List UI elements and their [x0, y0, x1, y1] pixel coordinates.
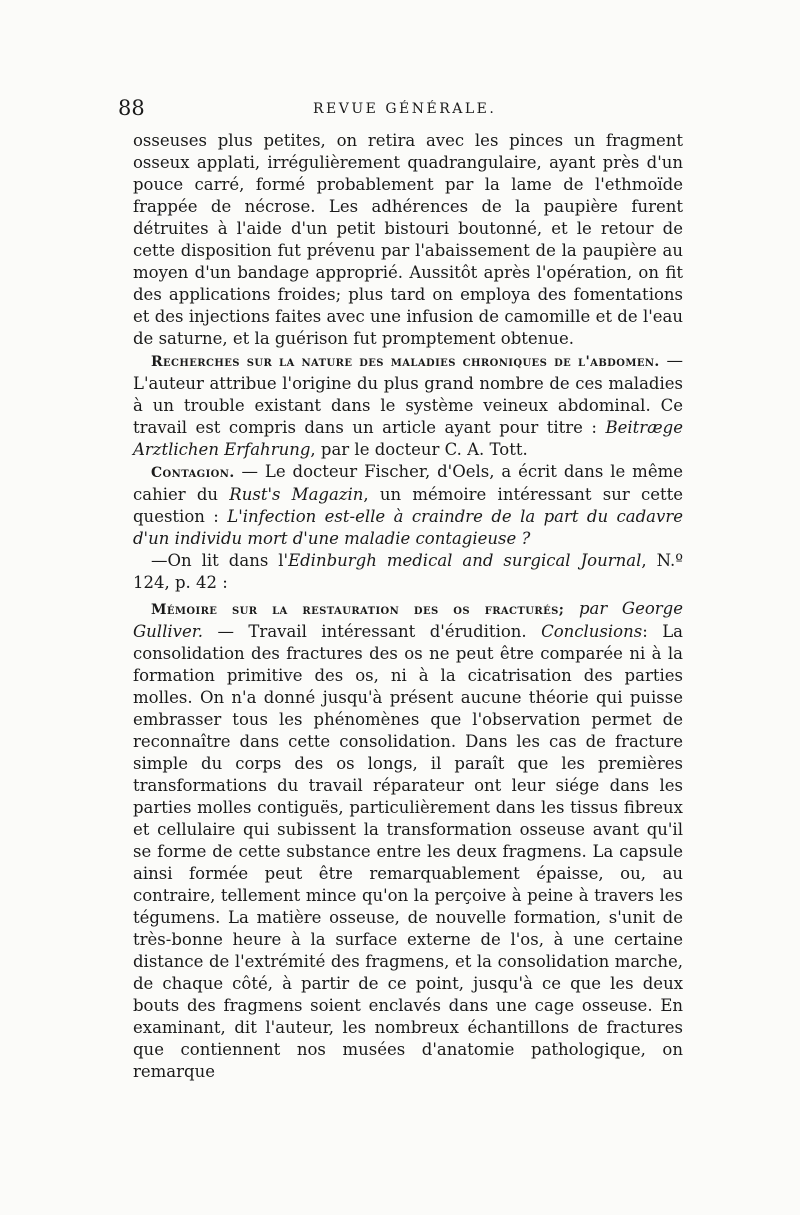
paragraph-operation-account: osseuses plus petites, on retira avec les pinces un fragment osseux applati, irrégulièrement quadrangulaire, ayant près d'un pouce carré, formé probablement par la lame de l'ethmoïde frappée de nécrose. Les adhérences de la paupière furent détruites à l'aide d'un petit bistouri boutonné, et le retour de cette disposition fut prévenu par l'abaissement de la paupière au moyen d'un bandage approprié. Aussitôt après l'opération, on fit des applications froides; plus tard on employa des fomentations et des injections faites avec une infusion de camomille et de l'eau de saturne, et la guérison fut promptement obtenue. [133, 131, 683, 348]
edinburgh-text-a: —On lit dans l' [151, 551, 289, 570]
author-byline-gulliver: par George Gulliver. [133, 599, 683, 641]
section-heading-fractures: Mémoire sur la restauration des os fracturés; [151, 602, 565, 618]
conclusions-label: Conclusions [541, 622, 643, 641]
paragraph-contagion [133, 461, 683, 550]
paragraph-edinburgh-journal [133, 550, 683, 594]
fracture-text-a: — Travail intéressant d'érudition. [203, 622, 542, 641]
body-text [133, 130, 683, 1083]
work-title-beitraege: Beitræge Arztlichen Erfahrung [133, 418, 683, 459]
paragraph-fracture-memoir [133, 598, 683, 1083]
page-number: 88 [118, 96, 145, 120]
running-head: REVUE GÉNÉRALE. [313, 101, 497, 117]
contagion-question: L'infection est-elle à craindre de la part du cadavre d'un individu mort d'une maladie contagieuse ? [133, 507, 683, 548]
journal-edinburgh: Edinburgh medical and surgical Journal [288, 551, 642, 570]
contagion-text-b: , un mémoire intéressant sur cette question : [133, 485, 683, 526]
journal-rust-magazin: Rust's Magazin [229, 485, 364, 504]
fracture-text-b: : La consolidation des fractures des os ne peut être comparée ni à la formation primitive des os, ni à la cicatrisation des parties molles. On n'a donné jusqu'à présent aucune théorie qui puisse embrasser tous les phénomènes que l'observation permet de reconnaître dans cette consolidation. Dans les cas de fracture simple du corps des os longs, il paraît que les premières transformations du travail réparateur ont leur siége dans les parties molles contiguës, particulièrement dans les tissus fibreux et cellulaire qui subissent la transformation osseuse avant qu'il se forme de cette substance entre les deux fragmens. La capsule ainsi formée peut être remarquablement épaisse, ou, au contraire, tellement mince qu'on la perçoive à peine à travers les tégumens. La matière osseuse, de nouvelle formation, s'unit de très-bonne heure à la surface externe de l'os, à une certaine distance de l'extrémité des fragmens, et la consolidation marche, de chaque côté, à partir de ce point, jusqu'à ce que les deux bouts des fragmens soient enclavés dans une cage osseuse. En examinant, dit l'auteur, les nombreux échantillons de fractures que contiennent nos musées d'anatomie pathologique, on remarque [133, 622, 683, 1081]
abdomen-text-a: — L'auteur attribue l'origine du plus grand nombre de ces maladies à un trouble existant dans le système veineux abdominal. Ce travail est compris dans un article ayant pour titre : [133, 351, 683, 437]
paragraph-abdomen-research [133, 350, 683, 461]
section-heading-abdomen: Recherches sur la nature des maladies chroniques de l'abdomen. [151, 354, 660, 370]
page-header [118, 96, 684, 124]
edinburgh-text-b: , N.º 124, p. 42 : [133, 551, 683, 592]
section-heading-contagion: Contagion. [151, 465, 235, 481]
abdomen-text-b: , par le docteur C. A. Tott. [310, 440, 528, 459]
contagion-text-a: — Le docteur Fischer, d'Oels, a écrit dans le même cahier du [133, 462, 683, 504]
